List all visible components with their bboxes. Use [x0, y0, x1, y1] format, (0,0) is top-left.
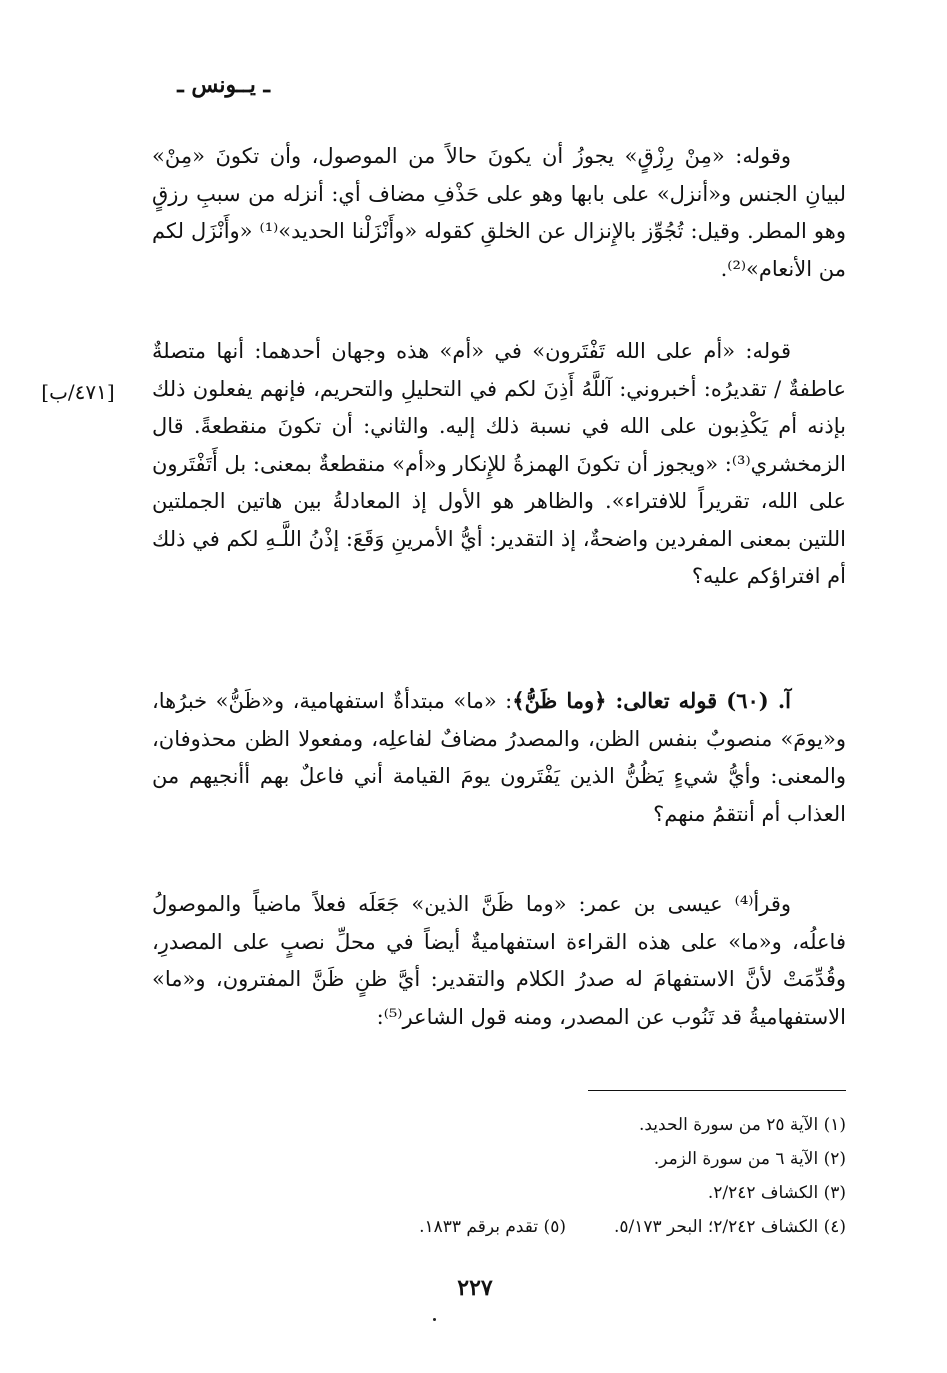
paragraph-1 — [152, 138, 846, 288]
paragraph-text: وقوله: «مِنْ رِزْقٍ» يجوزُ أن يكونَ حالاً من الموصول، وأن تكونَ «مِنْ» لبيانِ الجنس و«أنزل» على بابها وهو على حَذْفِ مضاف أي: أنزله من سببِ رزقٍ وهو المطر. وقيل: تُجُوِّز بالإِنزال عن الخلقِ كقوله «وأَنْزَلْنا الحديد»⁽¹⁾ «وأَنْزَل لكم من الأنعام»⁽²⁾. — [152, 144, 846, 281]
verse-commentary: : «ما» مبتدأةٌ استفهامية، و«ظَنُّ» خبرُها، و«يومَ» منصوبٌ بنفس الظن، والمصدرُ مضافٌ لفاعلِه، ومفعولا الظن محذوفان، والمعنى: وأيُّ شيءٍ يَظُنُّ الذين يَفْتَرون يومَ القيامة أني فاعلٌ بهم أأنجيهم من العذاب أم أنتقمُ منهم؟ — [152, 689, 846, 826]
footnote: (٣) الكشاف ٢/٢٤٢. — [707, 1183, 846, 1203]
print-speck — [433, 1318, 436, 1321]
footnotes — [152, 1108, 846, 1244]
paragraph-4 — [152, 886, 846, 1036]
paragraph-2 — [152, 333, 846, 596]
footnote: (٢) الآية ٦ من سورة الزمر. — [653, 1149, 846, 1169]
running-head: ـ يــونس ـ — [177, 72, 270, 98]
verse-heading: آ. (٦٠) قوله تعالى: ﴿وما ظَنُّ﴾ — [512, 688, 791, 713]
paragraph-text — [152, 682, 846, 833]
paragraph-text: وقرأ⁽⁴⁾ عيسى بن عمر: «وما ظَنَّ الذين» جَعَلَه فعلاً ماضياً والموصولُ فاعلُه، و«ما» على هذه القراءة استفهاميةٌ أيضاً في محلِّ نصبٍ على المصدرِ، وقُدِّمَتْ لأنَّ الاستفهامَ له صدرُ الكلام والتقدير: أيَّ ظنٍ ظَنَّ المفترون، و«ما» الاستفهاميةُ قد تَنُوب عن المصدر، ومنه قول الشاعر⁽⁵⁾: — [152, 892, 847, 1029]
footnote: (١) الآية ٢٥ من سورة الحديد. — [638, 1115, 846, 1135]
footnote-divider — [588, 1090, 846, 1091]
manuscript-folio-note: [٤٧١/ب] — [41, 380, 115, 404]
verse-paragraph — [152, 682, 846, 833]
footnote: (٤) الكشاف ٢/٢٤٢؛ البحر ٥/١٧٣. (٥) تقدم برقم ١٨٣٣. — [419, 1217, 846, 1237]
paragraph-text: قوله: «أم على الله تَفْتَرون» في «أم» هذه وجهان أحدهما: أنها متصلةٌ عاطفةٌ / تقديرُه: أخبروني: آللَّهُ أَذِنَ لكم في التحليلِ والتحريم، فإنهم يفعلون ذلك بإذنه أم يَكْذِبون على الله في نسبة ذلك إليه. والثاني: أن تكونَ منقطعةً. قال الزمخشري⁽³⁾: «ويجوز أن تكونَ الهمزةُ للإِنكار و«أم» منقطعةٌ بمعنى: بل أَتَفْتَرون على الله، تقريراً للافتراء». والظاهر هو الأول إذ المعادلةُ بين هاتين الجملتين اللتين بمعنى المفردين واضحةٌ، إذ التقدير: أيُّ الأمرينِ وَقَعَ: إذْنُ اللَّـهِ لكم في ذلك أم افتراؤكم عليه؟ — [152, 339, 846, 588]
page-number: ٢٢٧ — [457, 1275, 493, 1301]
